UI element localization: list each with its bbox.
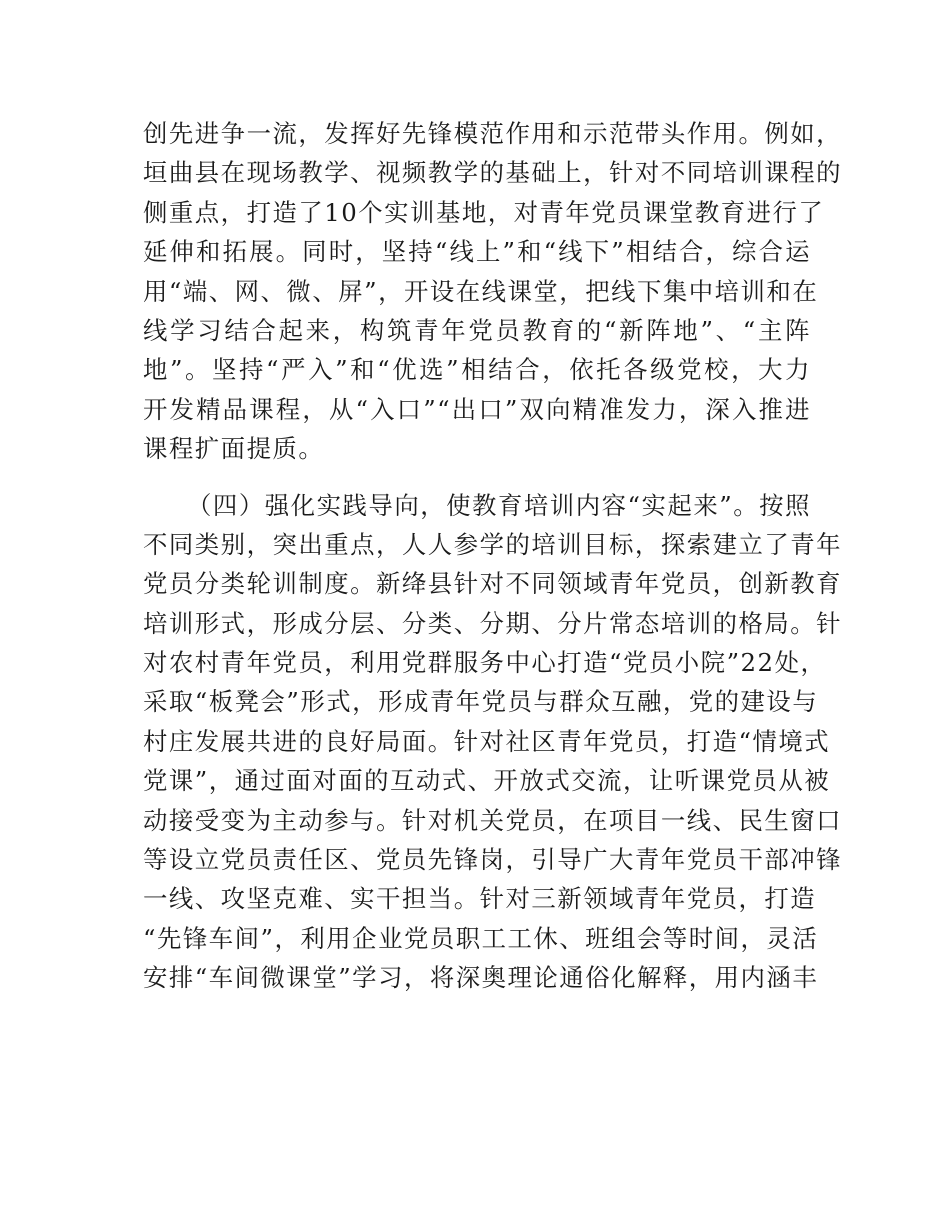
text-line: “先锋车间”，利用企业党员职工工休、班组会等时间，灵活 bbox=[143, 923, 819, 953]
text-line: 垣曲县在现场教学、视频教学的基础上，针对不同培训课程的 bbox=[143, 158, 843, 188]
text-line: 党课”，通过面对面的互动式、开放式交流，让听课党员从被 bbox=[143, 766, 831, 796]
text-line: 侧重点，打造了10个实训基地，对青年党员课堂教育进行了 bbox=[143, 197, 825, 227]
text-line: 采取“板凳会”形式，形成青年党员与群众互融，党的建设与 bbox=[143, 687, 819, 717]
text-line: 线学习结合起来，构筑青年党员教育的“新阵地”、“主阵 bbox=[143, 315, 811, 345]
text-line: 不同类别，突出重点，人人参学的培训目标，探索建立了青年 bbox=[143, 529, 843, 559]
text-line: 党员分类轮训制度。新绛县针对不同领域青年党员，创新教育 bbox=[143, 569, 843, 599]
text-line: 用“端、网、微、屏”，开设在线课堂，把线下集中培训和在 bbox=[143, 276, 819, 306]
text-line: 安排“车间微课堂”学习，将深奥理论通俗化解释，用内涵丰 bbox=[143, 963, 819, 993]
text-line: 延伸和拓展。同时，坚持“线上”和“线下”相结合，综合运 bbox=[143, 237, 811, 267]
text-line: 对农村青年党员，利用党群服务中心打造“党员小院”22处， bbox=[143, 648, 827, 678]
document-body bbox=[143, 114, 843, 998]
text-line: 地”。坚持“严入”和“优选”相结合，依托各级党校，大力 bbox=[143, 355, 811, 385]
text-line: 课程扩面提质。 bbox=[143, 434, 325, 464]
paragraph-spacer bbox=[143, 469, 811, 486]
text-line: 开发精品课程，从“入口”“出口”双向精准发力，深入推进 bbox=[143, 394, 811, 424]
paragraph-1 bbox=[143, 114, 843, 469]
text-line: 等设立党员责任区、党员先锋岗，引导广大青年党员干部冲锋 bbox=[143, 845, 843, 875]
text-line: 村庄发展共进的良好局面。针对社区青年党员，打造“情境式 bbox=[143, 726, 831, 756]
text-line: 一线、攻坚克难、实干担当。针对三新领域青年党员，打造 bbox=[143, 884, 817, 914]
text-line: 创先进争一流，发挥好先锋模范作用和示范带头作用。例如， bbox=[143, 119, 843, 148]
text-line: 培训形式，形成分层、分类、分期、分片常态培训的格局。针 bbox=[143, 608, 843, 638]
paragraph-2 bbox=[143, 486, 843, 998]
text-line: 动接受变为主动参与。针对机关党员，在项目一线、民生窗口 bbox=[143, 805, 843, 835]
text-line: （四）强化实践导向，使教育培训内容“实起来”。按照 bbox=[187, 490, 811, 520]
